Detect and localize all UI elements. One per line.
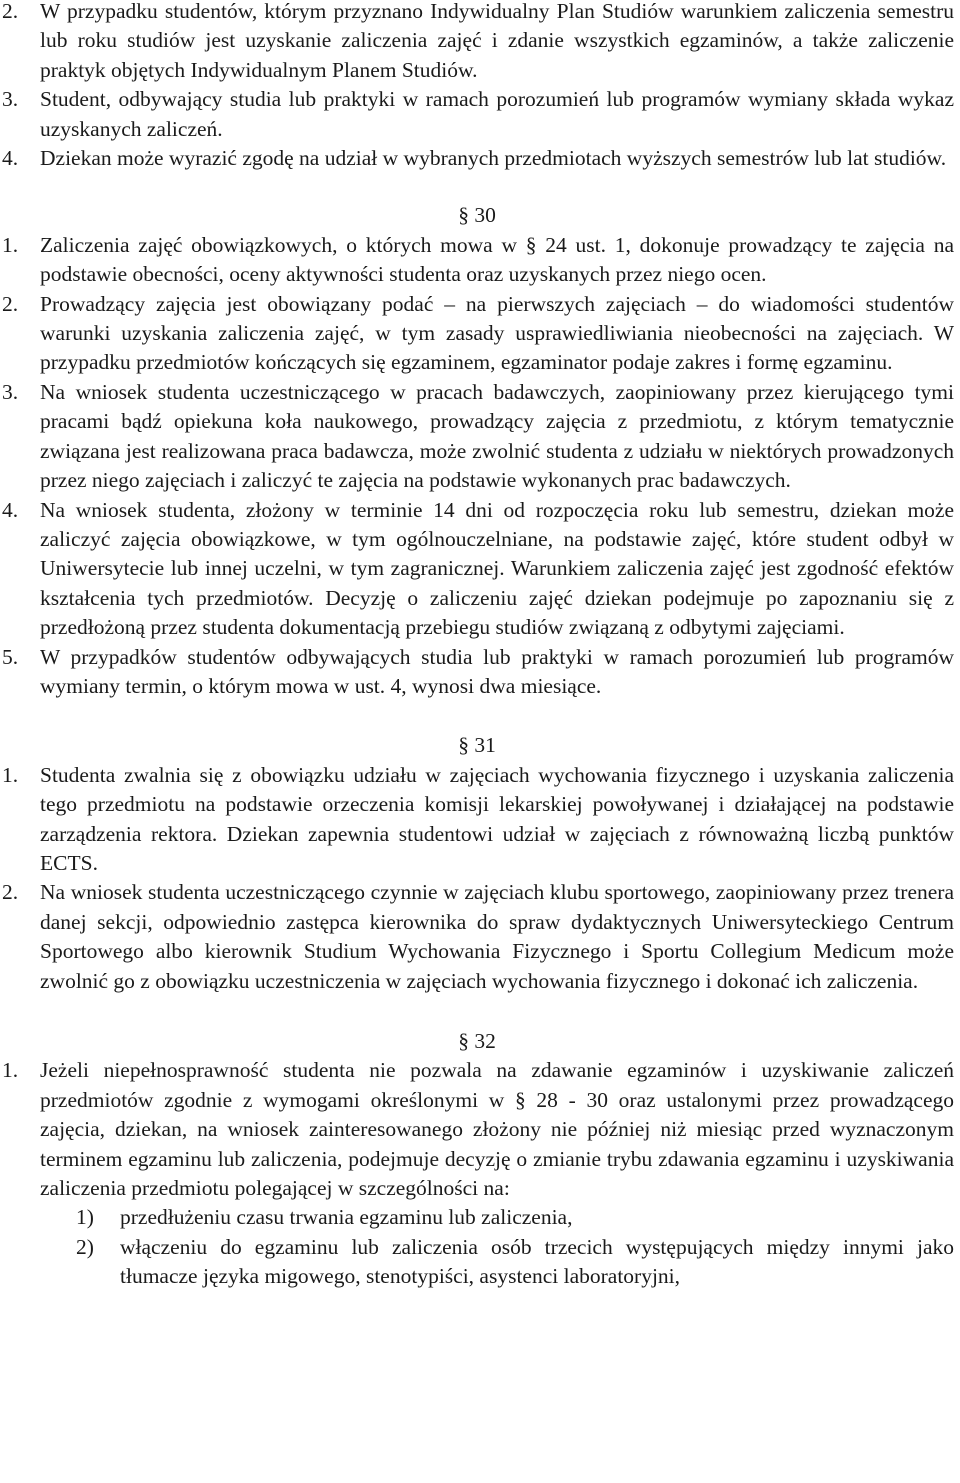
paragraph-text: Zaliczenia zajęć obowiązkowych, o których mowa w § 24 ust. 1, dokonuje prowadzący te zajęcia na podstawie obecności, oceny aktywności studenta oraz uzyskanych przez niego ocen. <box>40 232 954 287</box>
section-heading: § 30 <box>458 203 496 228</box>
paragraph-number: 2. <box>2 0 19 23</box>
paragraph <box>0 290 954 378</box>
continued-section <box>0 0 954 173</box>
list-item-text: przedłużeniu czasu trwania egzaminu lub zaliczenia, <box>120 1205 573 1230</box>
paragraph-text: Dziekan może wyrazić zgodę na udział w wybranych przedmiotach wyższych semestrów lub lat studiów. <box>40 146 947 171</box>
paragraph <box>0 144 954 173</box>
paragraph <box>0 378 954 496</box>
paragraph <box>0 761 954 879</box>
paragraph-number: 2. <box>2 291 19 316</box>
paragraph <box>0 878 954 996</box>
paragraph-text: Na wniosek studenta uczestniczącego w pracach badawczych, zaopiniowany przez kierującego tymi pracami bądź opiekuna koła naukowego, prowadzący zajęcia z przedmiotu, z którym tematycznie związana jest realizowana praca badawcza, może zwolnić studenta z udziału w niektórych prowadzonych przez niego zajęciach i zaliczyć te zajęcia na podstawie wykonanych prac badawczych. <box>40 379 954 493</box>
paragraph-number: 4. <box>2 497 19 522</box>
paragraph-number: 3. <box>2 87 19 112</box>
paragraph <box>0 231 954 290</box>
paragraph-number: 5. <box>2 644 19 669</box>
paragraph <box>0 85 954 144</box>
paragraph-number: 3. <box>2 379 19 404</box>
paragraph-number: 4. <box>2 146 19 171</box>
list-item-number: 2) <box>76 1234 94 1259</box>
paragraph-number: 2. <box>2 880 19 905</box>
list-item-number: 1) <box>76 1205 94 1230</box>
paragraph-text: Student, odbywający studia lub praktyki w ramach porozumień lub programów wymiany składa wykaz uzyskanych zaliczeń. <box>40 87 954 141</box>
paragraph-text: Prowadzący zajęcia jest obowiązany podać – na pierwszych zajęciach – do wiadomości studentów warunki uzyskania zaliczenia zajęć, w tym zasady usprawiedliwiania nieobecności na zajęciach. W przypadku przedmiotów kończących się egzaminem, egzaminator podaje zakres i formę egzaminu. <box>40 291 954 375</box>
paragraph-number: 1. <box>2 1058 19 1083</box>
section-31 <box>0 731 954 996</box>
section-heading: § 32 <box>458 1029 496 1053</box>
paragraph-text: Jeżeli niepełnosprawność studenta nie pozwala na zdawanie egzaminów i uzyskiwanie zaliczeń przedmiotów zgodnie z wymogami określonymi w § 28 - 30 oraz ustalonymi przez prowadzącego zajęcia, dziekan, na wniosek zainteresowanego złożony nie później niż miesiąc przed wyznaczonym terminem egzaminu lub zaliczenia, podejmuje decyzję o zmianie trybu zdawania egzaminu i uzyskiwania zaliczenia przedmiotu polegającej w szczególności na: <box>40 1058 954 1201</box>
paragraph-number: 1. <box>2 762 19 787</box>
paragraph <box>0 496 954 643</box>
paragraph-text: W przypadku studentów, którym przyznano Indywidualny Plan Studiów warunkiem zaliczenia semestru lub roku studiów jest uzyskanie zaliczenia zajęć i zdanie wszystkich egzaminów, a także zaliczenie praktyk objętych Indywidualnym Planem Studiów. <box>40 0 954 82</box>
paragraph-text: Na wniosek studenta, złożony w terminie 14 dni od rozpoczęcia roku lub semestru, dziekan może zaliczyć zajęcia obowiązkowe, w tym ogólnouczelniane, na podstawie zajęć, które student odbył w Uniwersytecie lub innej uczelni, w tym zagranicznej. Warunkiem zaliczenia zajęć jest zgodność efektów kształcenia tych przedmiotów. Decyzję o zaliczeniu zajęć dziekan podejmuje po zapoznaniu się z przedłożoną przez studenta dokumentacją przebiegu studiów związaną z odbytymi zajęciami. <box>40 497 954 640</box>
section-30 <box>0 201 954 701</box>
paragraph <box>0 1056 954 1203</box>
paragraph-text: Na wniosek studenta uczestniczącego czynnie w zajęciach klubu sportowego, zaopiniowany przez trenera danej sekcji, odpowiednio zastępca kierownika do spraw dydaktycznych Uniwersyteckiego Centrum Sportowego albo kierownik Studium Wychowania Fizycznego i Sportu Collegium Medicum może zwolnić go z obowiązku uczestniczenia w zajęciach wychowania fizycznego i dokonać ich zaliczenia. <box>40 880 954 993</box>
paragraph <box>0 643 954 702</box>
paragraph-text: Studenta zwalnia się z obowiązku udziału w zajęciach wychowania fizycznego i uzyskania zaliczenia tego przedmiotu na podstawie orzeczenia komisji lekarskiej powoływanej i działającej na podstawie zarządzenia rektora. Dziekan zapewnia studentowi udział w zajęciach z równoważną liczbą punktów ECTS. <box>40 762 954 875</box>
list-item-text: włączeniu do egzaminu lub zaliczenia osób trzecich występujących między innymi jako tłumacze języka migowego, stenotypiści, asystenci laboratoryjni, <box>120 1234 954 1289</box>
list-item <box>0 1233 954 1292</box>
list-item <box>0 1203 954 1232</box>
section-32 <box>0 1027 954 1292</box>
section-heading: § 31 <box>458 733 496 758</box>
paragraph <box>0 0 954 85</box>
paragraph-text: W przypadków studentów odbywających studia lub praktyki w ramach porozumień lub programów wymiany termin, o którym mowa w ust. 4, wynosi dwa miesiące. <box>40 644 954 698</box>
paragraph-number: 1. <box>2 232 19 257</box>
